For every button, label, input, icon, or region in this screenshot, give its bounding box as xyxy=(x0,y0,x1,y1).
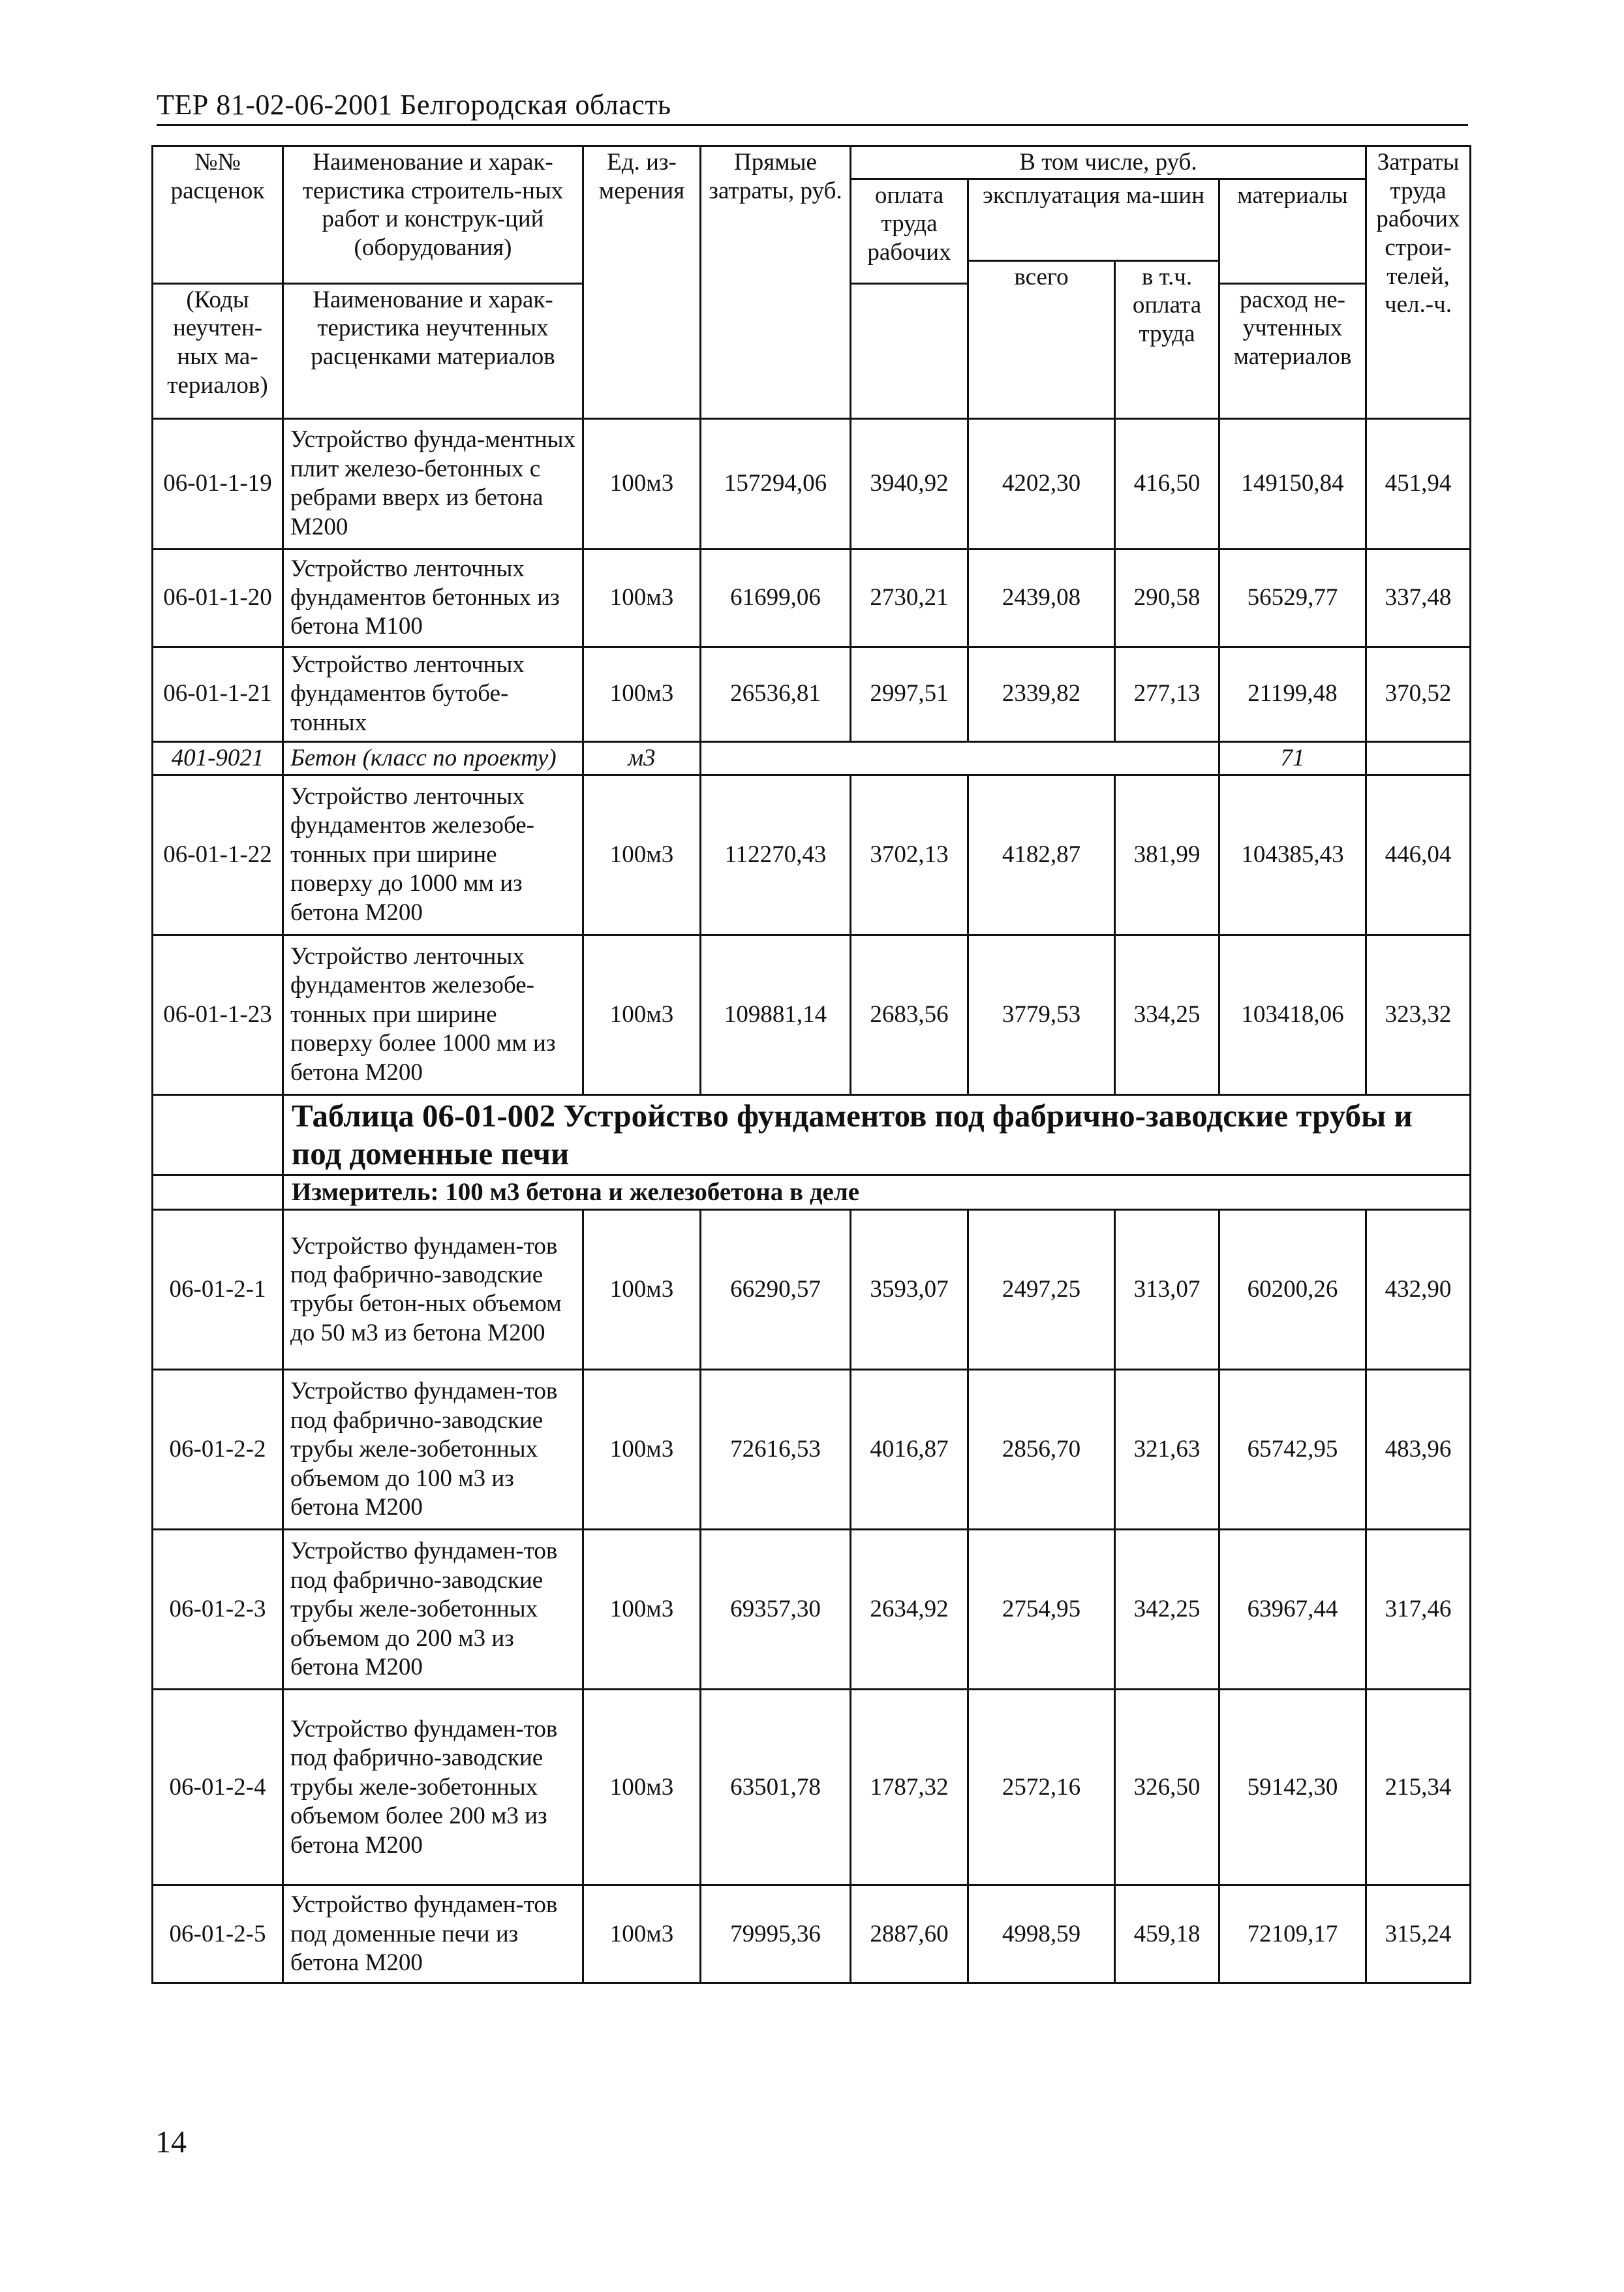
section-measure-blank xyxy=(153,1175,283,1210)
rate-machines-wages: 342,25 xyxy=(1115,1530,1219,1690)
rate-code: 06-01-1-20 xyxy=(153,549,283,647)
rate-wages: 1787,32 xyxy=(851,1690,968,1885)
rate-wages: 2887,60 xyxy=(851,1885,968,1983)
rate-labor: 323,32 xyxy=(1366,935,1471,1095)
table-row xyxy=(153,775,1471,935)
material-name: Бетон (класс по проекту) xyxy=(283,741,583,775)
material-labor-blank xyxy=(1366,741,1471,775)
rate-machines-wages: 334,25 xyxy=(1115,935,1219,1095)
rate-direct: 26536,81 xyxy=(701,647,851,741)
material-blank xyxy=(701,741,1219,775)
rate-name: Устройство фундамен-тов под доменные печи из бетона М200 xyxy=(283,1885,583,1983)
table-row xyxy=(153,418,1471,549)
rate-direct: 109881,14 xyxy=(701,935,851,1095)
page-number: 14 xyxy=(155,2125,187,2160)
rate-unit: 100м3 xyxy=(583,1370,701,1530)
material-code: 401-9021 xyxy=(153,741,283,775)
rate-direct: 157294,06 xyxy=(701,418,851,549)
section-title-row xyxy=(153,1095,1471,1175)
rate-name: Устройство фундамен-тов под фабрично-заводские трубы желе-зобетонных объемом до 100 м3 из бетона М200 xyxy=(283,1370,583,1530)
rate-machines-total: 3779,53 xyxy=(968,935,1115,1095)
rate-name: Устройство фундамен-тов под фабрично-заводские трубы желе-зобетонных объемом до 200 м3 из бетона М200 xyxy=(283,1530,583,1690)
rate-unit: 100м3 xyxy=(583,1885,701,1983)
rate-materials: 149150,84 xyxy=(1219,418,1366,549)
rate-machines-total: 2754,95 xyxy=(968,1530,1115,1690)
section-measure-row xyxy=(153,1175,1471,1210)
header-row xyxy=(153,146,1471,179)
rate-machines-wages: 381,99 xyxy=(1115,775,1219,935)
rate-wages: 2634,92 xyxy=(851,1530,968,1690)
rate-labor: 317,46 xyxy=(1366,1530,1471,1690)
rate-materials: 72109,17 xyxy=(1219,1885,1366,1983)
rate-name: Устройство фунда-ментных плит железо-бетонных с ребрами вверх из бетона М200 xyxy=(283,418,583,549)
rate-labor: 451,94 xyxy=(1366,418,1471,549)
rate-machines-wages: 326,50 xyxy=(1115,1690,1219,1885)
rate-materials: 63967,44 xyxy=(1219,1530,1366,1690)
rate-labor: 370,52 xyxy=(1366,647,1471,741)
rate-machines-wages: 277,13 xyxy=(1115,647,1219,741)
rate-code: 06-01-2-5 xyxy=(153,1885,283,1983)
col-header-name: Наименование и харак-теристика строитель-ных работ и конструк-ций (оборудования) xyxy=(283,146,583,284)
rate-code: 06-01-1-23 xyxy=(153,935,283,1095)
rate-name: Устройство ленточных фундаментов железобе-тонных при ширине поверху более 1000 мм из бетона М200 xyxy=(283,935,583,1095)
rate-materials: 104385,43 xyxy=(1219,775,1366,935)
rate-materials: 60200,26 xyxy=(1219,1210,1366,1370)
rate-labor: 483,96 xyxy=(1366,1370,1471,1530)
rate-machines-total: 4202,30 xyxy=(968,418,1115,549)
table-row xyxy=(153,1370,1471,1530)
material-value: 71 xyxy=(1219,741,1366,775)
table-row xyxy=(153,647,1471,741)
rate-labor: 446,04 xyxy=(1366,775,1471,935)
rate-name: Устройство фундамен-тов под фабрично-заводские трубы бетон-ных объемом до 50 м3 из бетона М200 xyxy=(283,1210,583,1370)
rate-direct: 63501,78 xyxy=(701,1690,851,1885)
table-row xyxy=(153,1690,1471,1885)
rate-machines-wages: 313,07 xyxy=(1115,1210,1219,1370)
rate-code: 06-01-1-22 xyxy=(153,775,283,935)
col-header-wages: оплата труда рабочих xyxy=(851,179,968,283)
rate-unit: 100м3 xyxy=(583,775,701,935)
rate-wages: 2997,51 xyxy=(851,647,968,741)
rate-name: Устройство фундамен-тов под фабрично-заводские трубы желе-зобетонных объемом более 200 м3 из бетона М200 xyxy=(283,1690,583,1885)
rate-direct: 72616,53 xyxy=(701,1370,851,1530)
rate-materials: 103418,06 xyxy=(1219,935,1366,1095)
material-unit: м3 xyxy=(583,741,701,775)
rate-machines-total: 2856,70 xyxy=(968,1370,1115,1530)
rate-machines-wages: 321,63 xyxy=(1115,1370,1219,1530)
col-header-direct: Прямые затраты, руб. xyxy=(701,146,851,419)
col-header-unit: Ед. из-мерения xyxy=(583,146,701,419)
rate-materials: 65742,95 xyxy=(1219,1370,1366,1530)
rate-name: Устройство ленточных фундаментов бетонных из бетона М100 xyxy=(283,549,583,647)
rate-wages: 2730,21 xyxy=(851,549,968,647)
rate-machines-total: 2339,82 xyxy=(968,647,1115,741)
rate-materials: 59142,30 xyxy=(1219,1690,1366,1885)
rate-machines-total: 2572,16 xyxy=(968,1690,1115,1885)
col-header-machines-wages: в т.ч. оплата труда xyxy=(1115,260,1219,418)
page-header xyxy=(157,88,1468,126)
col-header-name-alt: Наименование и харак-теристика неучтенных расценками материалов xyxy=(283,283,583,418)
rate-labor: 432,90 xyxy=(1366,1210,1471,1370)
section-measure: Измеритель: 100 м3 бетона и железобетона в деле xyxy=(283,1175,1471,1210)
rate-unit: 100м3 xyxy=(583,549,701,647)
rate-code: 06-01-2-3 xyxy=(153,1530,283,1690)
col-header-labor: Затраты труда рабочих строи-телей, чел.-ч. xyxy=(1366,146,1471,419)
table-row xyxy=(153,1885,1471,1983)
rate-materials: 56529,77 xyxy=(1219,549,1366,647)
rate-code: 06-01-2-1 xyxy=(153,1210,283,1370)
rate-machines-wages: 459,18 xyxy=(1115,1885,1219,1983)
col-header-incl: В том числе, руб. xyxy=(851,146,1366,179)
col-header-wages-empty xyxy=(851,283,968,418)
table-row xyxy=(153,1530,1471,1690)
rate-code: 06-01-1-21 xyxy=(153,647,283,741)
rate-unit: 100м3 xyxy=(583,418,701,549)
rate-labor: 315,24 xyxy=(1366,1885,1471,1983)
rate-machines-wages: 290,58 xyxy=(1115,549,1219,647)
rate-unit: 100м3 xyxy=(583,1530,701,1690)
col-header-materials-alt: расход не-учтенных материалов xyxy=(1219,283,1366,418)
rate-code: 06-01-1-19 xyxy=(153,418,283,549)
rates-table xyxy=(151,145,1471,1984)
rate-direct: 61699,06 xyxy=(701,549,851,647)
col-header-machines-total: всего xyxy=(968,260,1115,418)
rate-unit: 100м3 xyxy=(583,647,701,741)
table-row xyxy=(153,1210,1471,1370)
rate-code: 06-01-2-4 xyxy=(153,1690,283,1885)
material-row xyxy=(153,741,1471,775)
rate-direct: 69357,30 xyxy=(701,1530,851,1690)
rate-direct: 79995,36 xyxy=(701,1885,851,1983)
rate-machines-total: 2497,25 xyxy=(968,1210,1115,1370)
col-header-code: №№ расценок xyxy=(153,146,283,284)
section-title: Таблица 06-01-002 Устройство фундаментов под фабрично-заводские трубы и под доменные печи xyxy=(283,1095,1471,1175)
rate-labor: 337,48 xyxy=(1366,549,1471,647)
col-header-code-alt: (Коды неучтен-ных ма-териалов) xyxy=(153,283,283,418)
rate-materials: 21199,48 xyxy=(1219,647,1366,741)
rate-code: 06-01-2-2 xyxy=(153,1370,283,1530)
rate-unit: 100м3 xyxy=(583,1690,701,1885)
rate-machines-total: 4182,87 xyxy=(968,775,1115,935)
rate-wages: 2683,56 xyxy=(851,935,968,1095)
rate-wages: 3593,07 xyxy=(851,1210,968,1370)
rate-labor: 215,34 xyxy=(1366,1690,1471,1885)
rate-name: Устройство ленточных фундаментов железобе-тонных при ширине поверху до 1000 мм из бетона М200 xyxy=(283,775,583,935)
rate-machines-total: 4998,59 xyxy=(968,1885,1115,1983)
rate-direct: 112270,43 xyxy=(701,775,851,935)
col-header-materials: материалы xyxy=(1219,179,1366,283)
rate-unit: 100м3 xyxy=(583,935,701,1095)
rate-machines-wages: 416,50 xyxy=(1115,418,1219,549)
rate-wages: 3702,13 xyxy=(851,775,968,935)
rate-wages: 4016,87 xyxy=(851,1370,968,1530)
rate-wages: 3940,92 xyxy=(851,418,968,549)
rate-unit: 100м3 xyxy=(583,1210,701,1370)
rate-name: Устройство ленточных фундаментов бутобе-тонных xyxy=(283,647,583,741)
table-row xyxy=(153,549,1471,647)
document-title: ТЕР 81-02-06-2001 Белгородская область xyxy=(157,89,671,121)
rate-direct: 66290,57 xyxy=(701,1210,851,1370)
col-header-machines: эксплуатация ма-шин xyxy=(968,179,1219,260)
rate-machines-total: 2439,08 xyxy=(968,549,1115,647)
section-title-blank xyxy=(153,1095,283,1175)
table-row xyxy=(153,935,1471,1095)
